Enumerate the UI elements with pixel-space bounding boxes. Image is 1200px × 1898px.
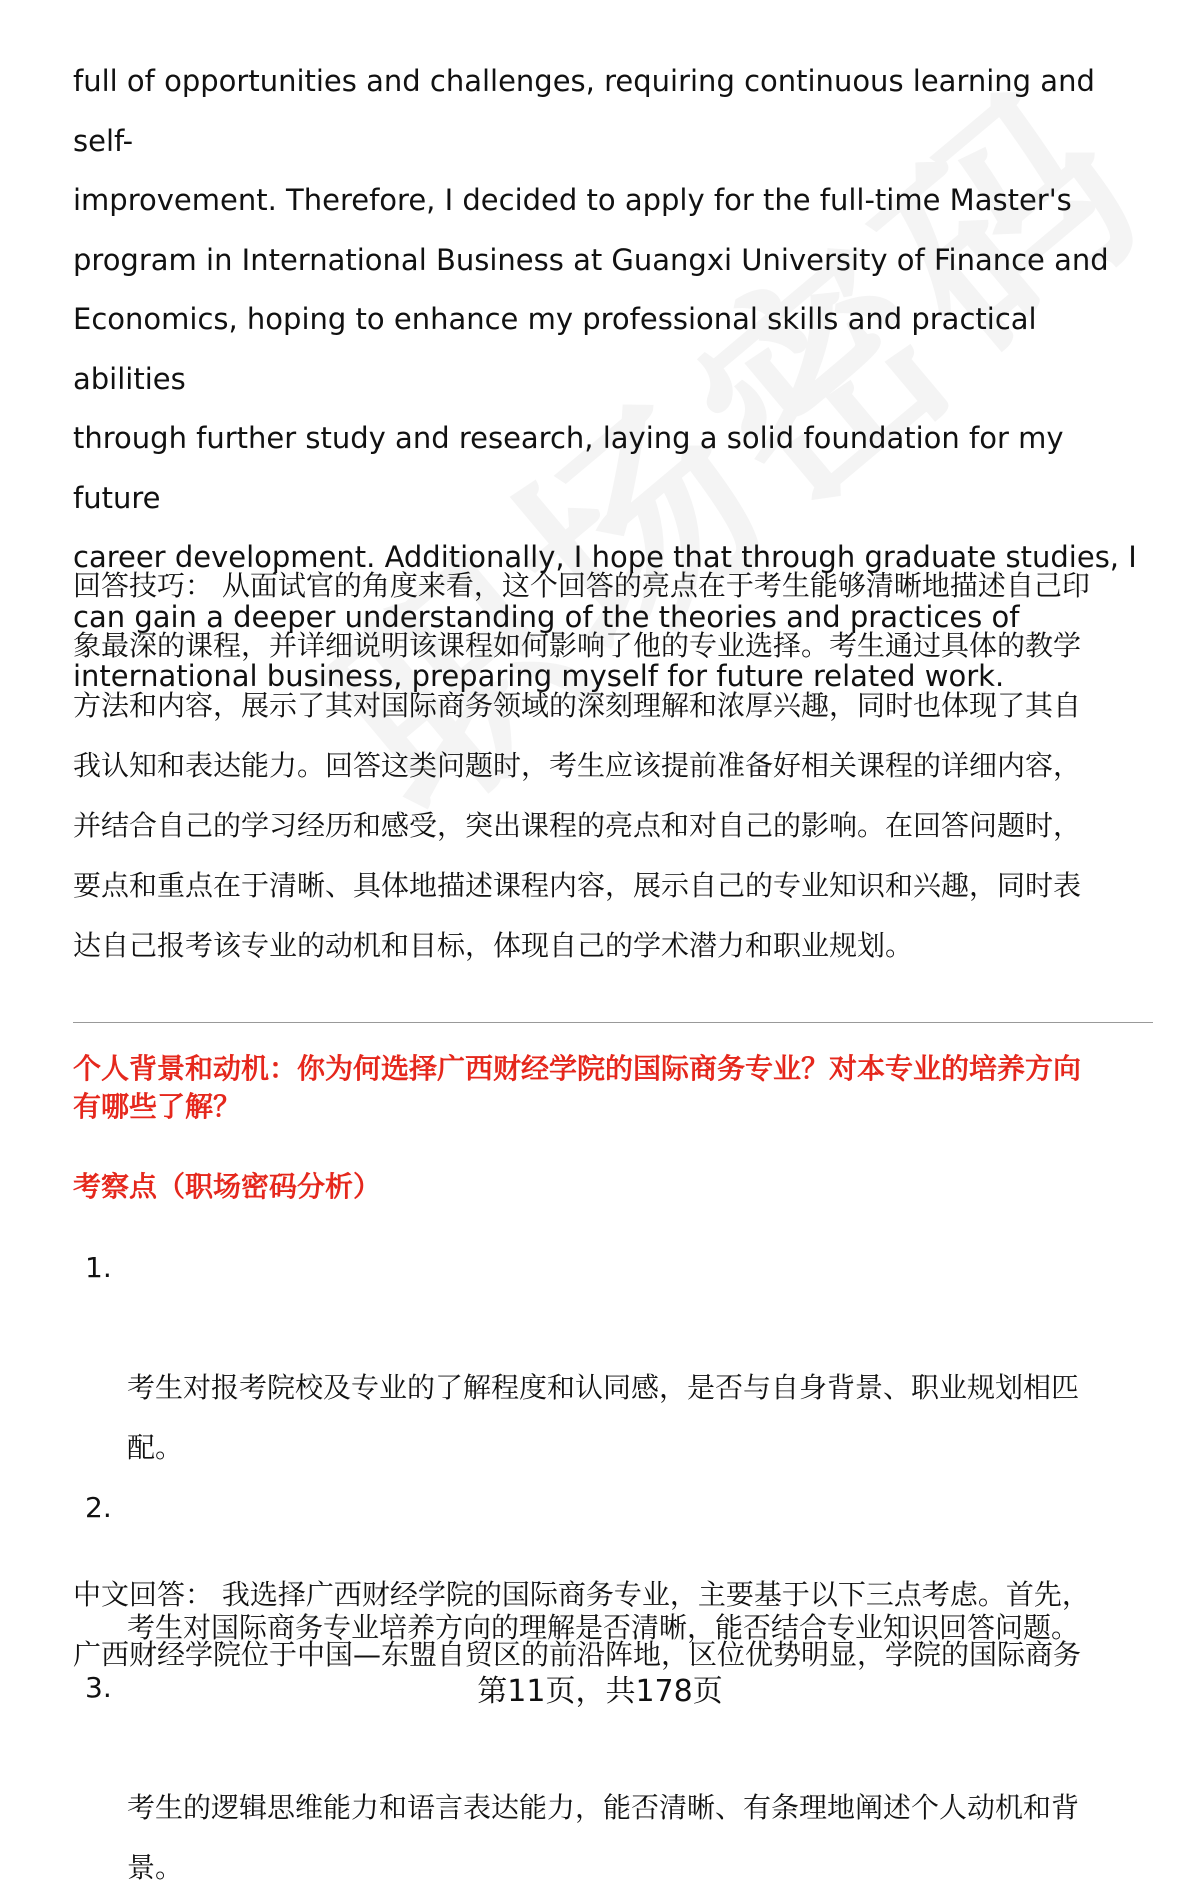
point-text: 考生对国际商务专业培养方向的理解是否清晰，能否结合专业知识回答问题。 [127, 1611, 1080, 1644]
answer-tips-paragraph: 回答技巧： 从面试官的角度来看，这个回答的亮点在于考生能够清晰地描述自己印 象最深的课程，并详细说明该课程如何影响了他的专业选择。考生通过具体的教学 方法和内容，展示了其对国际商务领域的深刻理解和浓厚兴趣，同时也体现了其自 我认知和表达能力。回答这类问题时，考生应该提前准备好相关课程的详细内容， 并结合自己的学习经历和感受，突出课程的亮点和对自己的影响。在回答问题时， 要点和重点在于清晰、具体地描述课程内容，展示自己的专业知识和兴趣，同时表 达自己报考该专业的动机和目标，体现自己的学术潜力和职业规划。 [73, 569, 1090, 962]
assessment-point [73, 1238, 1153, 1478]
section-divider [73, 1022, 1153, 1023]
question-heading: 个人背景和动机：你为何选择广西财经学院的国际商务专业？对本专业的培养方向 有哪些了解？ [73, 1052, 1082, 1123]
point-text: 考生对报考院校及专业的了解程度和认同感，是否与自身背景、职业规划相匹 配。 [127, 1371, 1080, 1464]
english-answer-paragraph: full of opportunities and challenges, requiring continuous learning and self- improvement. Therefore, I decided to apply for the full-time Master's program in International Business at Guangxi University of Finance and Economics, hoping to enhance my professional skills and practical abilities through further study and research, laying a solid foundation for my future career development. Additionally, I hope that through graduate studies, I can gain a deeper understanding of the theories and practices of international business, preparing myself for future related work. [73, 64, 1137, 693]
point-number: 1. [85, 1251, 112, 1284]
chinese-answer-paragraph: 中文回答： 我选择广西财经学院的国际商务专业，主要基于以下三点考虑。首先， 广西财经学院位于中国—东盟自贸区的前沿阵地，区位优势明显，学院的国际商务 [73, 1578, 1090, 1671]
point-text: 考生的逻辑思维能力和语言表达能力，能否清晰、有条理地阐述个人动机和背 景。 [127, 1791, 1080, 1884]
assessment-heading: 考察点（职场密码分析） [73, 1170, 382, 1203]
point-number: 3. [85, 1671, 112, 1704]
point-number: 2. [85, 1491, 112, 1524]
page-number-footer: 第11页，共178页 [477, 1674, 723, 1709]
